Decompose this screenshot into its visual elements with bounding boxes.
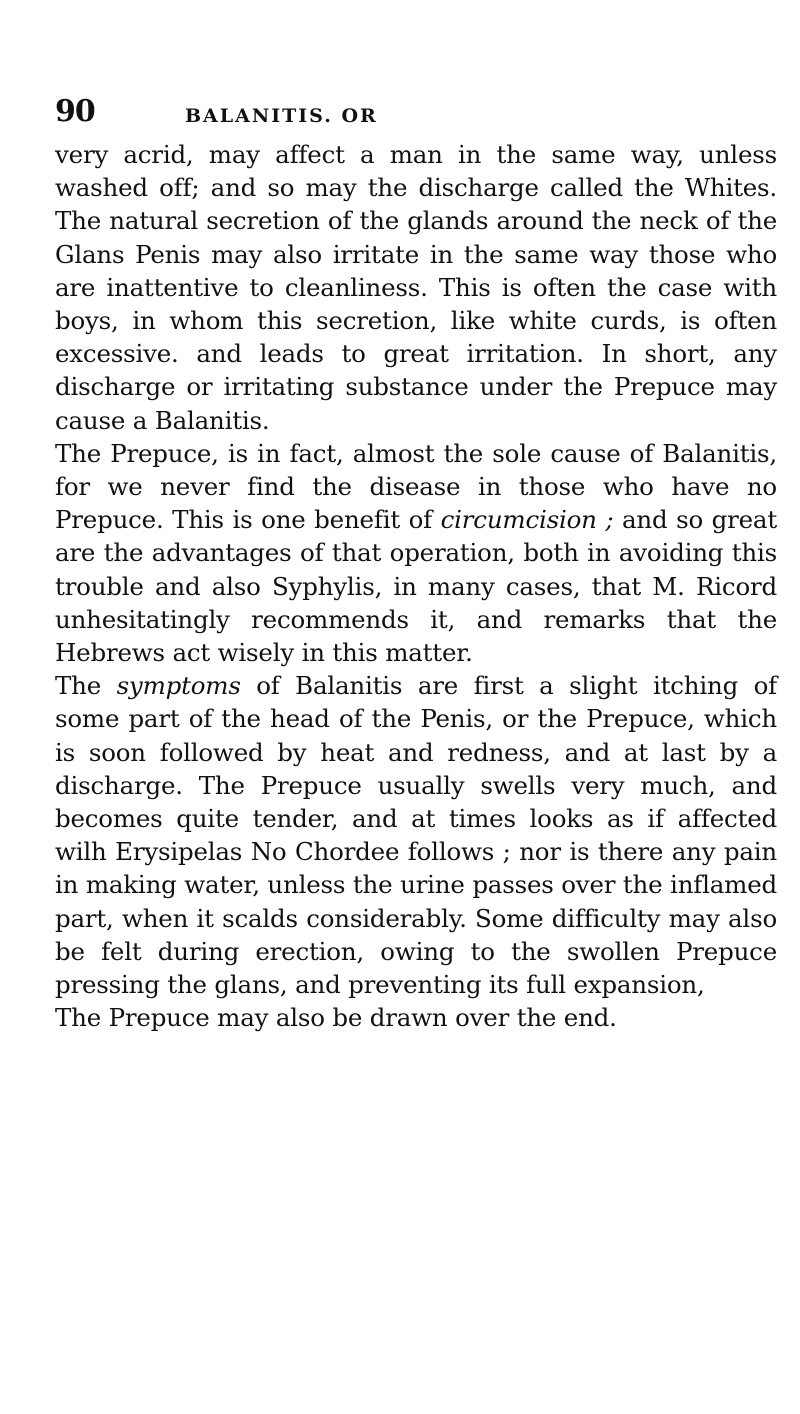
paragraph-3-text-end: of Balanitis are first a slight itching of some part of the head of the Penis, or the Prepuce, which is soon followed by heat and redness, and at last by a discharge. The Prepuce usually swells very much, and becomes quite tender, and at times looks as if affected wilh Erysipelas No Chordee follows ; nor is there any pain in making water, unless the urine passes over the inflamed part, when it scalds considerably. Some difficulty may also be felt during erection, owing to the swollen Prepuce pressing the glans, and preventing its full expansion, — [55, 671, 777, 1000]
paragraph-3-emphasis: symptoms — [116, 671, 241, 701]
running-head: BALANITIS. OR — [185, 105, 378, 127]
body-text — [55, 138, 777, 1034]
paragraph-2 — [55, 437, 777, 669]
paragraph-4: The Prepuce may also be drawn over the end. — [55, 1003, 617, 1033]
page-number: 90 — [55, 94, 95, 129]
paragraph-2-text-end: and so great are the advantages of that operation, both in avoiding this trouble and also Syphylis, in many cases, that M. Ricord unhesitatingly recommends it, and remarks that the Hebrews act wisely in this matter. — [55, 505, 777, 668]
paragraph-3-text-start: The — [55, 671, 117, 701]
paragraph-2-emphasis: circumcision ; — [440, 505, 614, 535]
paragraph-3 — [55, 669, 777, 1001]
paragraph-1: very acrid, may affect a man in the same way, unless washed off; and so may the discharge called the Whites. The natural secretion of the glands around the neck of the Glans Penis may also irritate in the same way those who are inattentive to cleanliness. This is often the case with boys, in whom this secretion, like white curds, is often excessive. and leads to great irritation. In short, any discharge or irritating substance under the Prepuce may cause a Balanitis. — [55, 140, 777, 435]
page-header — [55, 92, 775, 132]
paragraph-2-text-start: The Prepuce, is in fact, almost the sole cause of Balanitis, for we never find the disease in those who have no Prepuce. This is one benefit of — [55, 438, 777, 535]
